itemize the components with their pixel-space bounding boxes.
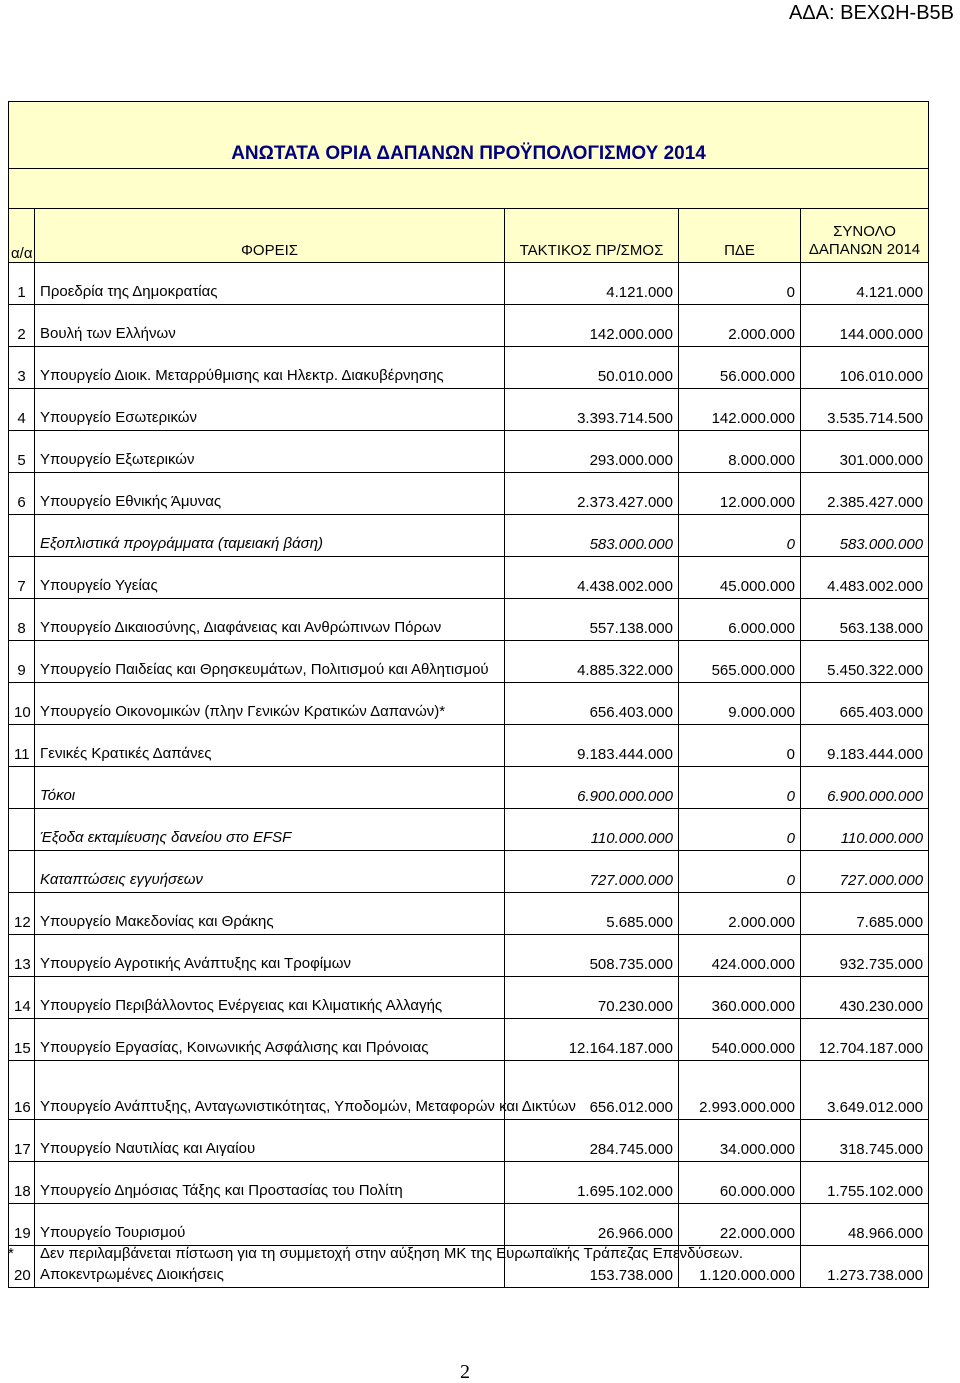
table-row [9, 515, 929, 557]
table-row [9, 1019, 929, 1061]
row-synolo: 110.000.000 [801, 809, 929, 851]
table-row [9, 389, 929, 431]
row-synolo: 4.483.002.000 [801, 557, 929, 599]
row-synolo: 7.685.000 [801, 893, 929, 935]
row-pde: 0 [679, 767, 801, 809]
row-name: Υπουργείο Δημόσιας Τάξης και Προστασίας του Πολίτη [35, 1162, 505, 1204]
row-name: Υπουργείο Οικονομικών (πλην Γενικών Κρατικών Δαπανών)* [35, 683, 505, 725]
row-name: Τόκοι [35, 767, 505, 809]
row-name: Εξοπλιστικά προγράμματα (ταμειακή βάση) [35, 515, 505, 557]
row-taktikos: 26.966.000 [505, 1204, 679, 1246]
row-aa: 13 [9, 935, 35, 977]
row-taktikos: 1.695.102.000 [505, 1162, 679, 1204]
row-name: Βουλή των Ελλήνων [35, 305, 505, 347]
row-pde: 0 [679, 809, 801, 851]
row-taktikos: 4.438.002.000 [505, 557, 679, 599]
table-row [9, 347, 929, 389]
row-name: Υπουργείο Ανάπτυξης, Ανταγωνιστικότητας, Υποδομών, Μεταφορών και Δικτύων [35, 1061, 505, 1120]
row-taktikos: 284.745.000 [505, 1120, 679, 1162]
row-aa [9, 851, 35, 893]
row-taktikos: 4.121.000 [505, 263, 679, 305]
row-synolo: 144.000.000 [801, 305, 929, 347]
row-name: Υπουργείο Μακεδονίας και Θράκης [35, 893, 505, 935]
row-taktikos: 2.373.427.000 [505, 473, 679, 515]
table-row [9, 641, 929, 683]
row-synolo: 3.535.714.500 [801, 389, 929, 431]
row-aa: 18 [9, 1162, 35, 1204]
row-pde: 565.000.000 [679, 641, 801, 683]
table-row [9, 683, 929, 725]
row-name: Υπουργείο Αγροτικής Ανάπτυξης και Τροφίμων [35, 935, 505, 977]
table-row [9, 305, 929, 347]
row-pde: 142.000.000 [679, 389, 801, 431]
row-pde: 2.000.000 [679, 893, 801, 935]
table-row [9, 431, 929, 473]
row-pde: 540.000.000 [679, 1019, 801, 1061]
row-taktikos: 6.900.000.000 [505, 767, 679, 809]
row-pde: 2.000.000 [679, 305, 801, 347]
table-row [9, 1162, 929, 1204]
table-row [9, 557, 929, 599]
table-row [9, 935, 929, 977]
table-row [9, 977, 929, 1019]
row-pde: 6.000.000 [679, 599, 801, 641]
row-name: Υπουργείο Διοικ. Μεταρρύθμισης και Ηλεκτρ. Διακυβέρνησης [35, 347, 505, 389]
budget-table [8, 101, 929, 1288]
row-aa: 14 [9, 977, 35, 1019]
row-pde: 1.120.000.000 [679, 1246, 801, 1288]
row-synolo: 3.649.012.000 [801, 1061, 929, 1120]
row-taktikos: 293.000.000 [505, 431, 679, 473]
table-row [9, 473, 929, 515]
table-row [9, 599, 929, 641]
row-aa: 19 [9, 1204, 35, 1246]
row-pde: 56.000.000 [679, 347, 801, 389]
row-synolo: 301.000.000 [801, 431, 929, 473]
row-aa: 12 [9, 893, 35, 935]
row-aa: 20 [9, 1246, 35, 1288]
row-taktikos: 9.183.444.000 [505, 725, 679, 767]
row-pde: 0 [679, 263, 801, 305]
row-synolo: 5.450.322.000 [801, 641, 929, 683]
table-row [9, 1061, 929, 1120]
row-taktikos: 557.138.000 [505, 599, 679, 641]
row-synolo: 2.385.427.000 [801, 473, 929, 515]
row-aa: 9 [9, 641, 35, 683]
row-taktikos: 142.000.000 [505, 305, 679, 347]
row-aa: 6 [9, 473, 35, 515]
row-aa: 11 [9, 725, 35, 767]
header-synolo-line1: ΣΥΝΟΛΟ [833, 223, 896, 240]
row-name: Αποκεντρωμένες Διοικήσεις [35, 1246, 505, 1288]
row-taktikos: 656.403.000 [505, 683, 679, 725]
row-name: Προεδρία της Δημοκρατίας [35, 263, 505, 305]
row-pde: 360.000.000 [679, 977, 801, 1019]
row-synolo: 6.900.000.000 [801, 767, 929, 809]
row-aa: 8 [9, 599, 35, 641]
row-pde: 2.993.000.000 [679, 1061, 801, 1120]
header-pde: ΠΔΕ [679, 209, 801, 263]
row-taktikos: 656.012.000 [505, 1061, 679, 1120]
table-row [9, 767, 929, 809]
row-pde: 45.000.000 [679, 557, 801, 599]
row-aa: 15 [9, 1019, 35, 1061]
row-name: Έξοδα εκταμίευσης δανείου στο EFSF [35, 809, 505, 851]
row-pde: 0 [679, 851, 801, 893]
row-name: Υπουργείο Εσωτερικών [35, 389, 505, 431]
row-pde: 0 [679, 725, 801, 767]
row-pde: 34.000.000 [679, 1120, 801, 1162]
row-synolo: 12.704.187.000 [801, 1019, 929, 1061]
row-name: Υπουργείο Περιβάλλοντος Ενέργειας και Κλιματικής Αλλαγής [35, 977, 505, 1019]
row-pde: 0 [679, 515, 801, 557]
row-pde: 12.000.000 [679, 473, 801, 515]
row-aa: 2 [9, 305, 35, 347]
row-name: Υπουργείο Τουρισμού [35, 1204, 505, 1246]
row-taktikos: 50.010.000 [505, 347, 679, 389]
row-taktikos: 508.735.000 [505, 935, 679, 977]
ada-code: ΑΔΑ: ΒΕΧΩΗ-Β5Β [788, 2, 954, 24]
row-synolo: 932.735.000 [801, 935, 929, 977]
row-taktikos: 727.000.000 [505, 851, 679, 893]
row-aa: 4 [9, 389, 35, 431]
row-aa: 16 [9, 1061, 35, 1120]
blank-row [9, 169, 929, 209]
table-row [9, 893, 929, 935]
row-pde: 8.000.000 [679, 431, 801, 473]
footnote-mark: * [8, 1245, 14, 1262]
row-taktikos: 153.738.000 [505, 1246, 679, 1288]
row-synolo: 106.010.000 [801, 347, 929, 389]
row-taktikos: 110.000.000 [505, 809, 679, 851]
table-row [9, 809, 929, 851]
row-name: Καταπτώσεις εγγυήσεων [35, 851, 505, 893]
row-synolo: 1.755.102.000 [801, 1162, 929, 1204]
table-row [9, 725, 929, 767]
page-number: 2 [460, 1361, 470, 1383]
row-pde: 424.000.000 [679, 935, 801, 977]
row-synolo: 318.745.000 [801, 1120, 929, 1162]
table-row [9, 1120, 929, 1162]
row-taktikos: 583.000.000 [505, 515, 679, 557]
row-aa: 10 [9, 683, 35, 725]
row-taktikos: 12.164.187.000 [505, 1019, 679, 1061]
row-taktikos: 4.885.322.000 [505, 641, 679, 683]
header-taktikos: ΤΑΚΤΙΚΟΣ ΠΡ/ΣΜΟΣ [505, 209, 679, 263]
row-pde: 60.000.000 [679, 1162, 801, 1204]
row-synolo: 430.230.000 [801, 977, 929, 1019]
row-name: Υπουργείο Παιδείας και Θρησκευμάτων, Πολιτισμού και Αθλητισμού [35, 641, 505, 683]
row-aa: 5 [9, 431, 35, 473]
row-name: Γενικές Κρατικές Δαπάνες [35, 725, 505, 767]
row-name: Υπουργείο Εθνικής Άμυνας [35, 473, 505, 515]
row-synolo: 563.138.000 [801, 599, 929, 641]
table-title: ΑΝΩΤΑΤΑ ΟΡΙΑ ΔΑΠΑΝΩΝ ΠΡΟΫΠΟΛΟΓΙΣΜΟΥ 2014 [9, 102, 929, 169]
row-aa: 3 [9, 347, 35, 389]
row-taktikos: 5.685.000 [505, 893, 679, 935]
footnote-text: Δεν περιλαμβάνεται πίστωση για τη συμμετοχή στην αύξηση ΜΚ της Ευρωπαϊκής Τράπεζας Επενδύσεων. [40, 1245, 744, 1262]
row-synolo: 665.403.000 [801, 683, 929, 725]
header-foreis: ΦΟΡΕΙΣ [35, 209, 505, 263]
row-aa: 1 [9, 263, 35, 305]
row-pde: 22.000.000 [679, 1204, 801, 1246]
row-synolo: 1.273.738.000 [801, 1246, 929, 1288]
row-aa [9, 515, 35, 557]
header-synolo [801, 209, 929, 263]
table-row [9, 851, 929, 893]
row-pde: 9.000.000 [679, 683, 801, 725]
row-aa: 17 [9, 1120, 35, 1162]
row-synolo: 48.966.000 [801, 1204, 929, 1246]
header-synolo-line2: ΔΑΠΑΝΩΝ 2014 [808, 241, 921, 258]
row-synolo: 4.121.000 [801, 263, 929, 305]
title-row [9, 102, 929, 169]
row-synolo: 9.183.444.000 [801, 725, 929, 767]
row-taktikos: 3.393.714.500 [505, 389, 679, 431]
row-name: Υπουργείο Υγείας [35, 557, 505, 599]
footnote [8, 1245, 908, 1262]
row-aa [9, 809, 35, 851]
row-name: Υπουργείο Δικαιοσύνης, Διαφάνειας και Ανθρώπινων Πόρων [35, 599, 505, 641]
header-aa: α/α [9, 209, 35, 263]
row-synolo: 583.000.000 [801, 515, 929, 557]
row-aa [9, 767, 35, 809]
row-name: Υπουργείο Εξωτερικών [35, 431, 505, 473]
row-synolo: 727.000.000 [801, 851, 929, 893]
header-row [9, 209, 929, 263]
row-name: Υπουργείο Ναυτιλίας και Αιγαίου [35, 1120, 505, 1162]
table-row [9, 263, 929, 305]
row-taktikos: 70.230.000 [505, 977, 679, 1019]
table-row [9, 1204, 929, 1246]
row-aa: 7 [9, 557, 35, 599]
row-name: Υπουργείο Εργασίας, Κοινωνικής Ασφάλισης και Πρόνοιας [35, 1019, 505, 1061]
